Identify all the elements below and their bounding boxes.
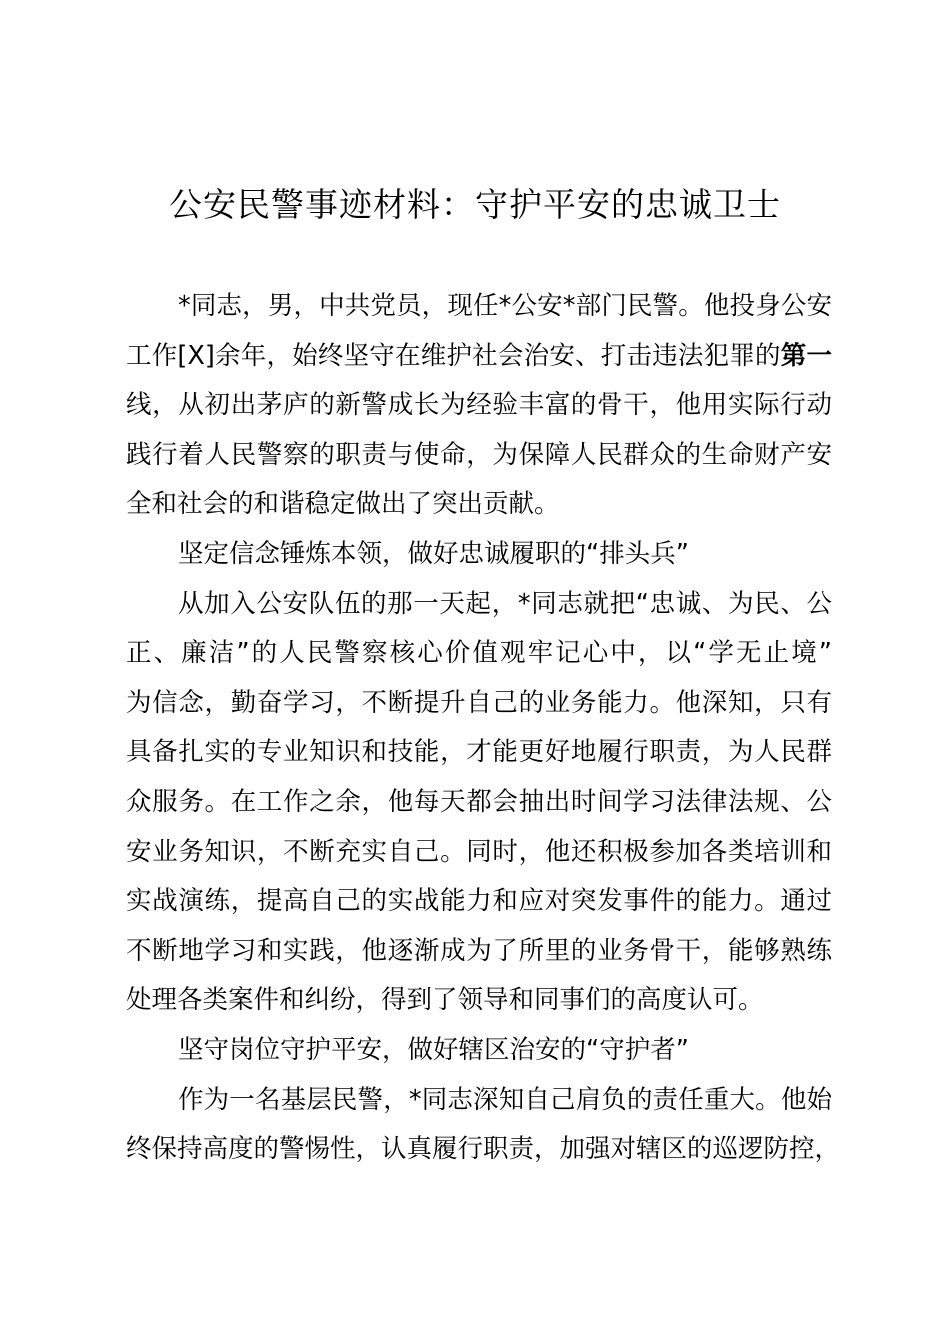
paragraph-2-line-6: 安业务知识，不断充实自己。同时，他还积极参加各类培训和: [126, 836, 832, 867]
paragraph-1-line-4: 践行着人民警察的职责与使命，为保障人民群众的生命财产安: [126, 439, 832, 470]
document-title: 公安民警事迹材料：守护平安的忠诚卫士: [169, 185, 781, 224]
paragraph-2-line-9: 处理各类案件和纠纷，得到了领导和同事们的高度认可。: [126, 985, 764, 1016]
bold-emphasis: 第一: [780, 340, 832, 371]
paragraph-2-line-7: 实战演练，提高自己的实战能力和应对突发事件的能力。通过: [126, 886, 832, 917]
paragraph-2-line-1: 从加入公安队伍的那一天起，*同志就把“忠诚、为民、公: [178, 588, 832, 619]
paragraph-1-line-1: *同志，男，中共党员，现任*公安*部门民警。他投身公安: [178, 291, 832, 321]
section-heading-1: 坚定信念锤炼本领，做好忠诚履职的“排头兵”: [178, 538, 689, 569]
paragraph-2-line-8: 不断地学习和实践，他逐渐成为了所里的业务骨干，能够熟练: [126, 935, 832, 966]
paragraph-2-line-2: 正、廉洁”的人民警察核心价值观牢记心中，以“学无止境”: [126, 638, 832, 669]
paragraph-3-line-1: 作为一名基层民警，*同志深知自己肩负的责任重大。他始: [178, 1084, 832, 1115]
document-body: [126, 282, 841, 1175]
paragraph-1-line-5: 全和社会的和谐稳定做出了突出贡献。: [126, 489, 560, 520]
paragraph-2-line-3: 为信念，勤奋学习，不断提升自己的业务能力。他深知，只有: [126, 687, 832, 718]
paragraph-1-line-3: 线，从初出茅庐的新警成长为经验丰富的骨干，他用实际行动: [126, 390, 832, 421]
paragraph-2-line-5: 众服务。在工作之余，他每天都会抽出时间学习法律法规、公: [126, 786, 832, 817]
paragraph-1-line-2-text: 工作[X]余年，始终坚守在维护社会治安、打击违法犯罪的: [126, 340, 781, 371]
paragraph-1-line-2: [126, 332, 832, 382]
paragraph-2-line-4: 具备扎实的专业知识和技能，才能更好地履行职责，为人民群: [126, 737, 832, 768]
paragraph-3-line-2: 终保持高度的警惕性，认真履行职责，加强对辖区的巡逻防控，: [126, 1134, 841, 1165]
section-heading-2: 坚守岗位守护平安，做好辖区治安的“守护者”: [178, 1034, 689, 1065]
